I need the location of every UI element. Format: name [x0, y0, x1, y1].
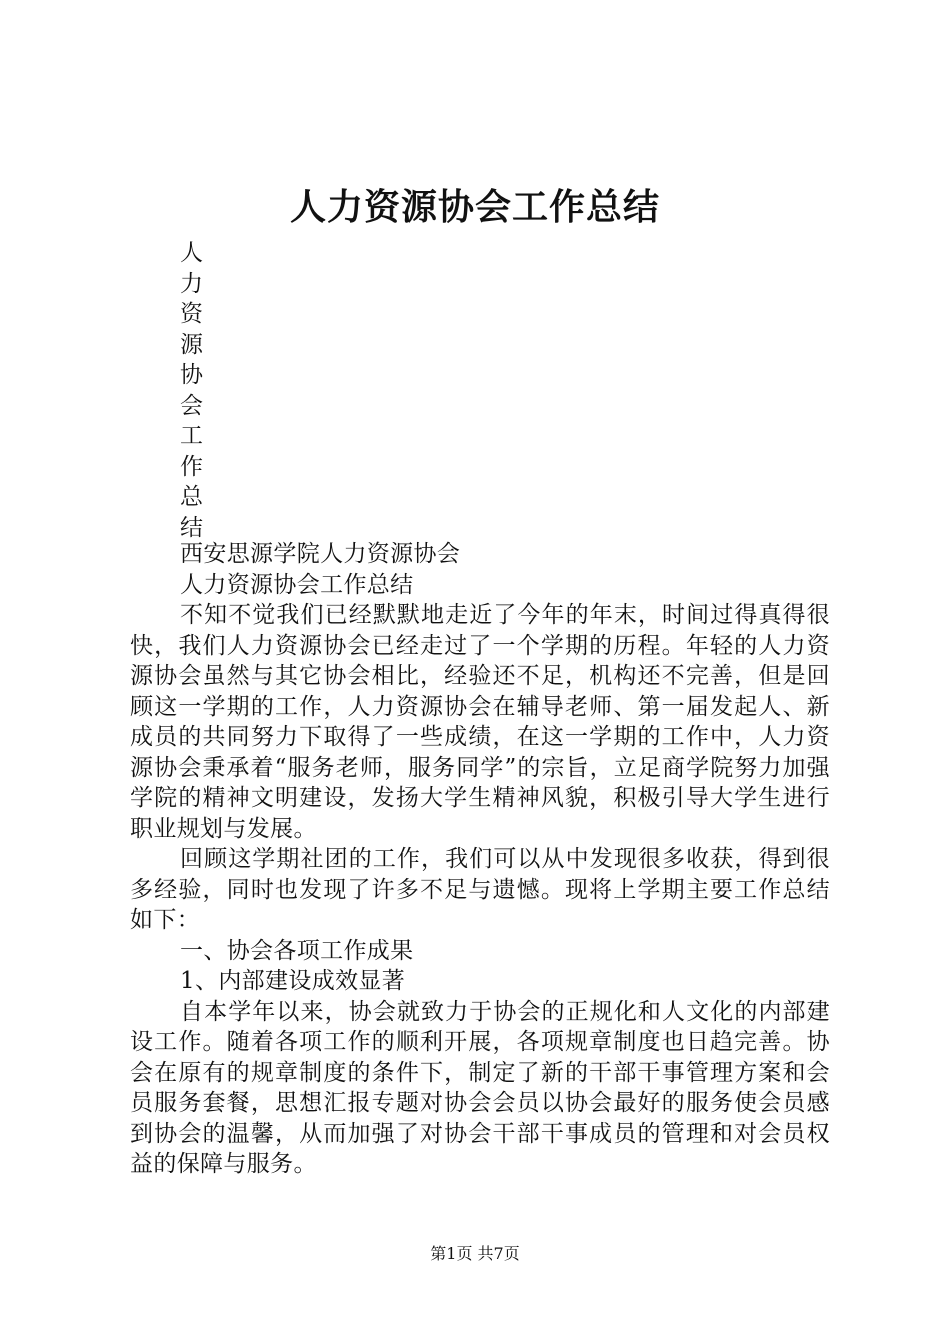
- body-paragraph: 不知不觉我们已经默默地走近了今年的年末，时间过得真得很快，我们人力资源协会已经走过了一个学期的历程。年轻的人力资源协会虽然与其它协会相比，经验还不足，机构还不完善，但是回顾这一学期的工作，人力资源协会在辅导老师、第一届发起人、新成员的共同努力下取得了一些成绩，在这一学期的工作中，人力资源协会秉承着“服务老师，服务同学”的宗旨，立足商学院努力加强学院的精神文明建设，发扬大学生精神风貌，积极引导大学生进行职业规划与发展。: [130, 602, 830, 842]
- vertical-char: 总: [180, 484, 203, 510]
- vertical-title: [180, 238, 210, 543]
- vertical-char: 协: [180, 362, 203, 388]
- body-paragraph: 自本学年以来，协会就致力于协会的正规化和人文化的内部建设工作。随着各项工作的顺利开展，各项规章制度也日趋完善。协会在原有的规章制度的条件下，制定了新的干部干事管理方案和会员服务套餐，思想汇报专题对协会会员以协会最好的服务使会员感到协会的温馨，从而加强了对协会干部干事成员的管理和对会员权益的保障与服务。: [130, 998, 830, 1177]
- document-body: [130, 539, 830, 1180]
- subsection-heading: 1、内部建设成效显著: [180, 968, 406, 994]
- subtitle-line: 人力资源协会工作总结: [180, 571, 414, 598]
- body-paragraph: 回顾这学期社团的工作，我们可以从中发现很多收获，得到很多经验，同时也发现了许多不足与遗憾。现将上学期主要工作总结如下：: [130, 846, 830, 933]
- vertical-char: 力: [180, 270, 203, 297]
- vertical-char: 人: [180, 240, 203, 266]
- section-heading: 一、协会各项工作成果: [180, 937, 414, 964]
- document-title: 人力资源协会工作总结: [289, 186, 660, 228]
- organization-line: 西安思源学院人力资源协会: [180, 541, 461, 567]
- vertical-char: 结: [180, 514, 203, 541]
- vertical-char: 工: [180, 423, 203, 449]
- vertical-char: 源: [180, 331, 203, 358]
- vertical-char: 资: [180, 301, 203, 327]
- vertical-char: 作: [180, 453, 203, 480]
- page-footer: 第1页 共7页: [430, 1244, 520, 1263]
- vertical-char: 会: [180, 392, 203, 419]
